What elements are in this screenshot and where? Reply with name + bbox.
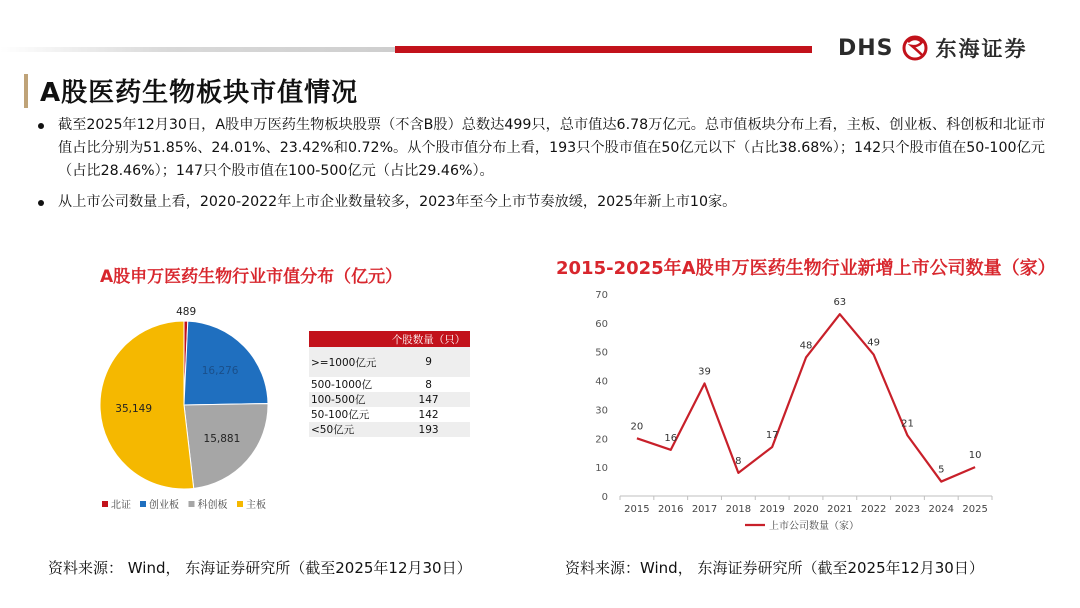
x-tick-label: 2023 <box>894 504 921 515</box>
source-note-left: 资料来源： Wind， 东海证券研究所（截至2025年12月30日） <box>48 559 472 577</box>
x-tick-label: 2016 <box>658 504 684 515</box>
table-row <box>309 392 470 407</box>
summary-bullets <box>34 114 1054 222</box>
x-tick-label: 2022 <box>860 504 887 515</box>
data-label: 21 <box>901 418 914 430</box>
table-cell-value: 8 <box>425 378 432 391</box>
brand-short: DHS <box>838 35 894 61</box>
y-tick-label: 10 <box>595 463 608 475</box>
legend-label: 创业板 <box>149 500 179 511</box>
bullet-text: 从上市公司数量上看，2020-2022年上市企业数量较多，2023年至今上市节奏放缓，2025年新上市10家。 <box>58 194 737 210</box>
legend-label: 上市公司数量（家） <box>769 521 859 532</box>
table-row <box>309 377 470 392</box>
legend-swatch <box>237 501 243 507</box>
header-decoration <box>0 44 812 54</box>
series-line <box>637 314 975 481</box>
bullet-item <box>34 191 1054 214</box>
data-label: 48 <box>799 340 813 352</box>
pie-data-label: 489 <box>176 306 197 319</box>
data-label: 5 <box>938 464 945 476</box>
line-chart <box>580 282 1000 542</box>
x-tick-label: 2015 <box>624 504 650 515</box>
bullet-text: 截至2025年12月30日，A股申万医药生物板块股票（不含B股）总数达499只，总市值达6.78万亿元。总市值板块分布上看，主板、创业板、科创板和北证市值占比分别为51.85%、24.01%、23.42%和0.72%。从个股市值分布上看，193只个股市值在50亿元以下（占比38.68%）；142只个股市值在50-100亿元（占比28.46%）；147只个股市值在100-500亿元（占比29.46%）。 <box>58 117 1046 179</box>
pie-chart <box>80 295 290 525</box>
legend-label: 科创板 <box>197 500 228 511</box>
x-tick-label: 2017 <box>691 504 718 515</box>
table-cell-label: 500-1000亿 <box>311 379 373 391</box>
pie-slice-创业板 <box>184 321 268 405</box>
brand-name: 东海证券 <box>935 37 1028 61</box>
bullet-item <box>34 114 1054 183</box>
data-label: 49 <box>867 337 881 349</box>
legend-label: 北证 <box>111 500 131 511</box>
line-chart-title: 2015-2025年A股申万医药生物行业新增上市公司数量（家） <box>556 258 1056 279</box>
x-tick-label: 2024 <box>928 504 954 515</box>
pie-slice-科创板 <box>184 404 268 489</box>
data-label: 20 <box>630 421 644 433</box>
y-tick-label: 0 <box>601 492 608 503</box>
y-tick-label: 30 <box>595 405 608 417</box>
brand-logo <box>838 30 1058 66</box>
x-tick-label: 2021 <box>827 504 853 515</box>
table-cell-label: >=1000亿元 <box>309 347 387 377</box>
data-label: 17 <box>765 429 779 441</box>
table-cell-value: 142 <box>418 408 439 421</box>
source-note-right: 资料来源：Wind， 东海证券研究所（截至2025年12月30日） <box>565 559 984 577</box>
bullet-dot-icon <box>38 123 44 129</box>
page-title: A股医药生物板块市值情况 <box>40 78 359 108</box>
table-cell-label: <50亿元 <box>309 422 387 437</box>
legend-swatch <box>140 501 146 507</box>
legend-label: 主板 <box>246 500 266 511</box>
table-cell-value: 9 <box>387 347 470 377</box>
x-tick-label: 2018 <box>725 504 752 515</box>
data-label: 16 <box>664 432 678 444</box>
pie-data-label: 15,881 <box>203 433 241 446</box>
table-cell-label: 100-500亿 <box>309 392 387 407</box>
pie-data-label: 16,276 <box>201 364 239 377</box>
bullet-dot-icon <box>38 200 44 206</box>
y-tick-label: 60 <box>595 318 608 330</box>
legend-swatch <box>102 501 108 507</box>
table-header: 个股数量（只） <box>387 331 470 347</box>
pie-chart-title: A股申万医药生物行业市值分布（亿元） <box>100 267 403 287</box>
table-cell-label: 50-100亿元 <box>311 409 370 421</box>
table-row <box>309 407 470 422</box>
table-cell-value: 147 <box>387 392 470 407</box>
x-tick-label: 2020 <box>793 504 819 515</box>
legend-swatch <box>189 501 195 507</box>
y-tick-label: 40 <box>595 376 608 388</box>
y-tick-label: 50 <box>595 347 608 359</box>
pie-data-label: 35,149 <box>115 402 153 415</box>
data-label: 8 <box>735 455 742 467</box>
table-row <box>309 422 470 437</box>
count-table <box>309 331 470 437</box>
title-accent-bar <box>24 74 28 108</box>
data-label: 63 <box>833 297 847 309</box>
dragon-logo-icon <box>900 33 930 63</box>
table-row <box>309 347 470 377</box>
y-tick-label: 70 <box>595 290 608 301</box>
y-tick-label: 20 <box>595 434 608 446</box>
header-red-bar <box>395 46 812 53</box>
x-tick-label: 2025 <box>962 504 988 515</box>
x-tick-label: 2019 <box>759 504 785 515</box>
data-label: 39 <box>698 366 711 378</box>
table-cell-value: 193 <box>387 422 470 437</box>
data-label: 10 <box>968 450 982 462</box>
